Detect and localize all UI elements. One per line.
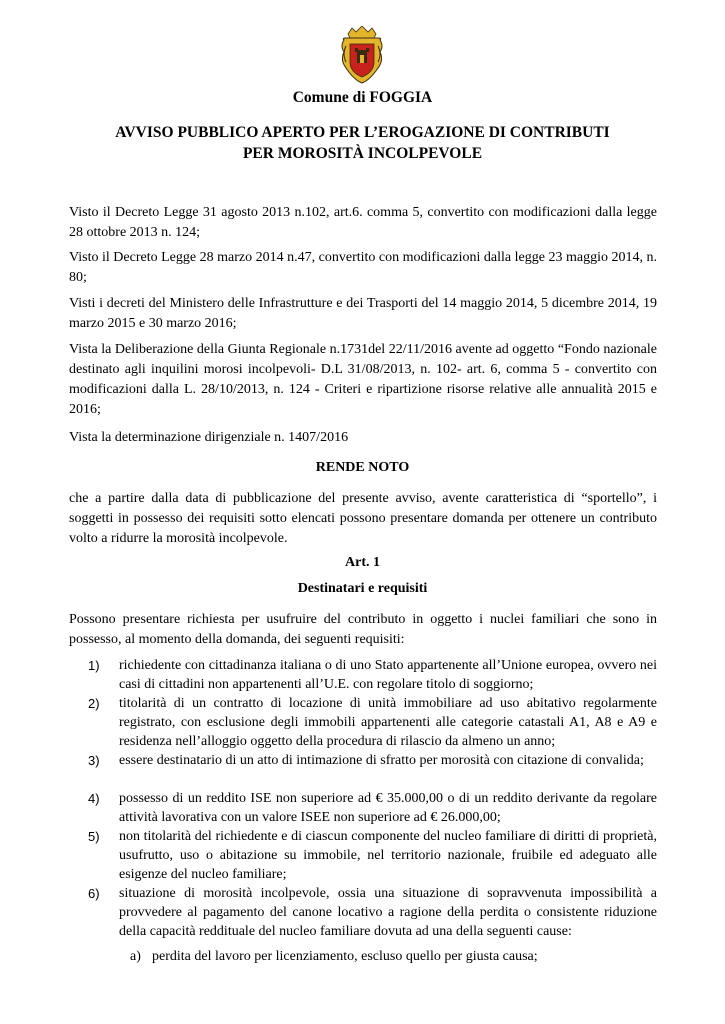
list-item-text: non titolarità del richiedente e di ciascun componente del nucleo familiare di diritti di proprietà, usufrutto, uso o abitazione su immobile, nel territorio nazionale, fruibile ed adeguato alle esigenze del nucleo familiare;: [119, 829, 657, 882]
list-item: [69, 884, 657, 941]
rende-noto-paragraph: che a partire dalla data di pubblicazione del presente avviso, avente caratteristica di “sportello”, i soggetti in possesso dei requisiti sotto elencati possono presentare domanda per ottenere un contributo volto a ridurre la morosità incolpevole.: [69, 491, 657, 546]
list-item-number: 1): [88, 658, 100, 673]
list-item-text: situazione di morosità incolpevole, ossia una situazione di sopravvenuta impossibilità a provvedere al pagamento del canone locativo a ragione della perdita o consistente riduzione della capacità reddituale del nucleo familiare dovuta ad una della seguenti cause:: [119, 886, 657, 939]
list-item-text: possesso di un reddito ISE non superiore ad € 35.000,00 o di un reddito derivante da regolare attività lavorativa con un valore ISEE non superiore ad € 26.000,00;: [119, 791, 657, 825]
notice-title-line1: AVVISO PUBBLICO APERTO PER L’EROGAZIONE DI CONTRIBUTI: [115, 124, 610, 141]
list-item: [69, 694, 657, 751]
sub-list-item: [130, 947, 670, 966]
list-item-text: richiedente con cittadinanza italiana o di uno Stato appartenente all’Unione europea, ovvero nei casi di cittadini non appartenenti all’U.E. con regolare titolo di soggiorno;: [119, 658, 657, 692]
list-item: [69, 827, 657, 884]
sub-list-item-text: perdita del lavoro per licenziamento, escluso quello per giusta causa;: [152, 949, 538, 964]
list-item: [69, 656, 657, 694]
article-intro: Possono presentare richiesta per usufruire del contributo in oggetto i nuclei familiari che sono in possesso, al momento della domanda, dei seguenti requisiti:: [69, 612, 657, 647]
list-item-number: 5): [88, 829, 100, 844]
list-item-number: 4): [88, 791, 100, 806]
notice-title-line2: PER MOROSITÀ INCOLPEVOLE: [242, 145, 483, 162]
article-heading: Art. 1: [345, 555, 380, 570]
preamble-paragraph: Visti i decreti del Ministero delle Infrastrutture e dei Trasporti del 14 maggio 2014, 5 dicembre 2014, 19 marzo 2015 e 30 marzo 2016;: [69, 296, 657, 331]
list-item-text: essere destinatario di un atto di intimazione di sfratto per morosità con citazione di convalida;: [119, 753, 644, 768]
preamble-paragraph: Visto il Decreto Legge 31 agosto 2013 n.102, art.6. comma 5, convertito con modificazioni dalla legge 28 ottobre 2013 n. 124;: [69, 205, 657, 240]
preamble-paragraph: Visto il Decreto Legge 28 marzo 2014 n.47, convertito con modificazioni dalla legge 23 maggio 2014, n. 80;: [69, 250, 657, 285]
list-item-text: titolarità di un contratto di locazione di unità immobiliare ad uso abitativo regolarmente registrato, con esclusione degli immobili appartenenti alle categorie catastali A1, A8 e A9 e residenza nell’alloggio oggetto della procedura di rilascio da almeno un anno;: [119, 696, 657, 749]
rende-noto-heading: RENDE NOTO: [315, 460, 410, 475]
list-item: [69, 751, 657, 789]
preamble-paragraph: Vista la determinazione dirigenziale n. 1407/2016: [69, 430, 349, 445]
list-item: [69, 789, 657, 827]
list-item-number: 6): [88, 886, 100, 901]
article-subheading: Destinatari e requisiti: [297, 581, 428, 596]
notice-title: [0, 122, 725, 164]
preamble-paragraph: Vista la Deliberazione della Giunta Regionale n.1731del 22/11/2016 avente ad oggetto “Fondo nazionale destinato agli inquilini morosi incolpevoli- D.L 31/08/2013, n. 102- art. 6, comma 5 - convertito con modificazioni dalla L. 28/10/2013, n. 124 - Criteri e ripartizione risorse relative alle annualità 2015 e 2016;: [69, 342, 657, 417]
sub-list-item-letter: a): [130, 949, 141, 964]
list-item-number: 2): [88, 696, 100, 711]
list-item-number: 3): [88, 753, 100, 768]
coat-of-arms-icon: [340, 26, 384, 84]
municipality-name: Comune di FOGGIA: [292, 89, 433, 106]
